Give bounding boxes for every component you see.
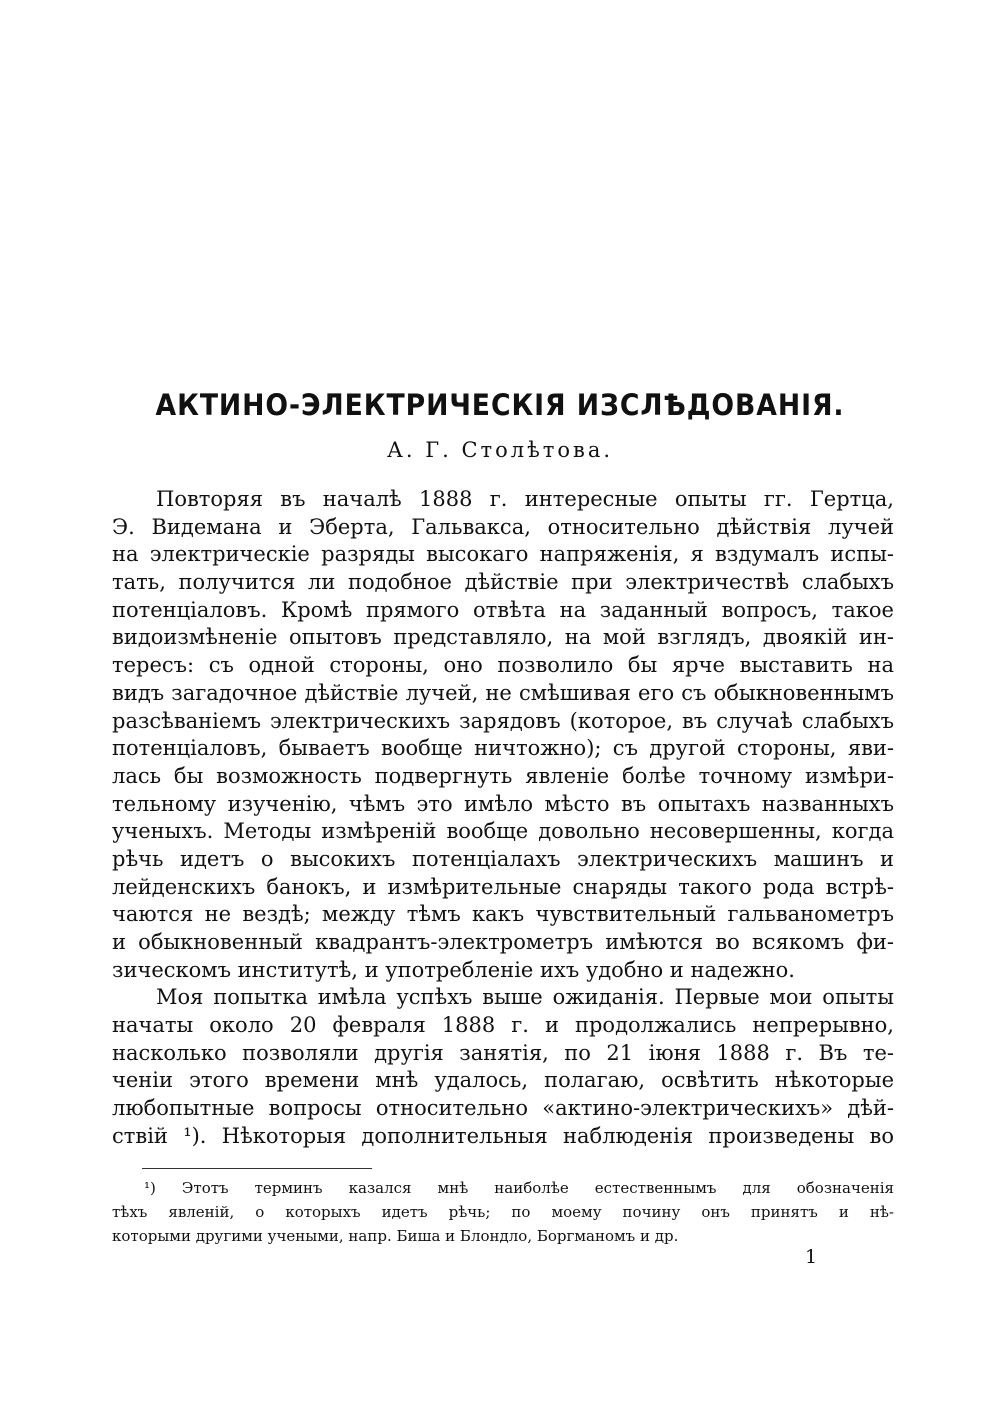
body-line: лась бы возможность подвергнуть явленiе болѣе точному измѣри- — [112, 763, 894, 788]
footnotes — [112, 1176, 894, 1248]
body-text — [112, 486, 894, 1151]
body-line: Повторяя въ началѣ 1888 г. интересные опыты гг. Гертца, — [156, 487, 894, 511]
body-line: и обыкновенный квадрантъ-электрометръ имѣются во всякомъ фи- — [112, 930, 894, 954]
body-line: зическомъ институтѣ, и употребленiе ихъ удобно и надежно. — [112, 957, 795, 982]
body-line: лейденскихъ банокъ, и измѣрительные снаряды такого рода встрѣ- — [112, 874, 894, 899]
body-line: Моя попытка имѣла успѣхъ выше ожиданiя. Первые мои опыты — [156, 985, 894, 1010]
footnote-line: тѣхъ явленiй, о которыхъ идетъ рѣчь; по моему почину онъ принятъ и нѣ- — [112, 1203, 894, 1221]
body-line: ствiй ¹). Нѣкоторыя дополнительныя наблюденiя произведены во — [112, 1123, 894, 1148]
body-line: разсѣванiемъ электрическихъ зарядовъ (которое, въ случаѣ слабыхъ — [112, 708, 894, 733]
body-line: тельному изученiю, чѣмъ это имѣло мѣсто въ опытахъ названныхъ — [112, 791, 894, 816]
body-line: ченiи этого времени мнѣ удалось, полагаю, освѣтить нѣкоторые — [112, 1068, 894, 1093]
body-line: на электрическiе разряды высокаго напряженiя, я вздумалъ испы- — [112, 542, 894, 567]
body-line: тересъ: съ одной стороны, оно позволило бы ярче выставить на — [112, 653, 894, 678]
body-line: рѣчь идетъ о высокихъ потенцiалахъ электрическихъ машинъ и — [112, 846, 894, 871]
body-line: видъ загадочное дѣйствiе лучей, не смѣшивая его съ обыкновеннымъ — [112, 680, 894, 705]
body-line: тать, получится ли подобное дѣйствiе при электричествѣ слабыхъ — [112, 570, 894, 595]
body-line: начаты около 20 февраля 1888 г. и продолжались непрерывно, — [112, 1013, 894, 1038]
article-author: А. Г. Столѣтова. — [386, 438, 614, 462]
page-number: 1 — [805, 1246, 818, 1268]
body-line: видоизмѣненiе опытовъ представляло, на мой взглядъ, двоякiй ин- — [112, 625, 894, 650]
footnote-separator — [142, 1168, 372, 1169]
footnote-line: ¹) Этотъ терминъ казался мнѣ наиболѣе естественнымъ для обозначенiя — [144, 1179, 894, 1197]
body-line: Э. Видемана и Эберта, Гальвакса, относительно дѣйствiя лучей — [112, 514, 894, 539]
body-line: потенцiаловъ. Кромѣ прямого отвѣта на заданный вопросъ, такое — [112, 597, 894, 622]
article-title: АКТИНО-ЭЛЕКТРИЧЕСКIЯ ИЗСЛѢДОВАНIЯ. — [155, 388, 845, 422]
footnote-line: которыми другими учеными, напр. Биша и Блондло, Боргманомъ и др. — [112, 1227, 679, 1245]
body-line: чаются не вездѣ; между тѣмъ какъ чувствительный гальванометръ — [112, 902, 894, 927]
body-line: насколько позволяли другiя занятiя, по 21 iюня 1888 г. Въ те- — [112, 1040, 894, 1065]
body-line: любопытные вопросы относительно «актино-электрическихъ» дѣй- — [112, 1096, 894, 1121]
body-line: потенцiаловъ, бываетъ вообще ничтожно); съ другой стороны, яви- — [112, 736, 894, 761]
body-line: ученыхъ. Методы измѣренiй вообще довольно несовершенны, когда — [112, 819, 894, 844]
